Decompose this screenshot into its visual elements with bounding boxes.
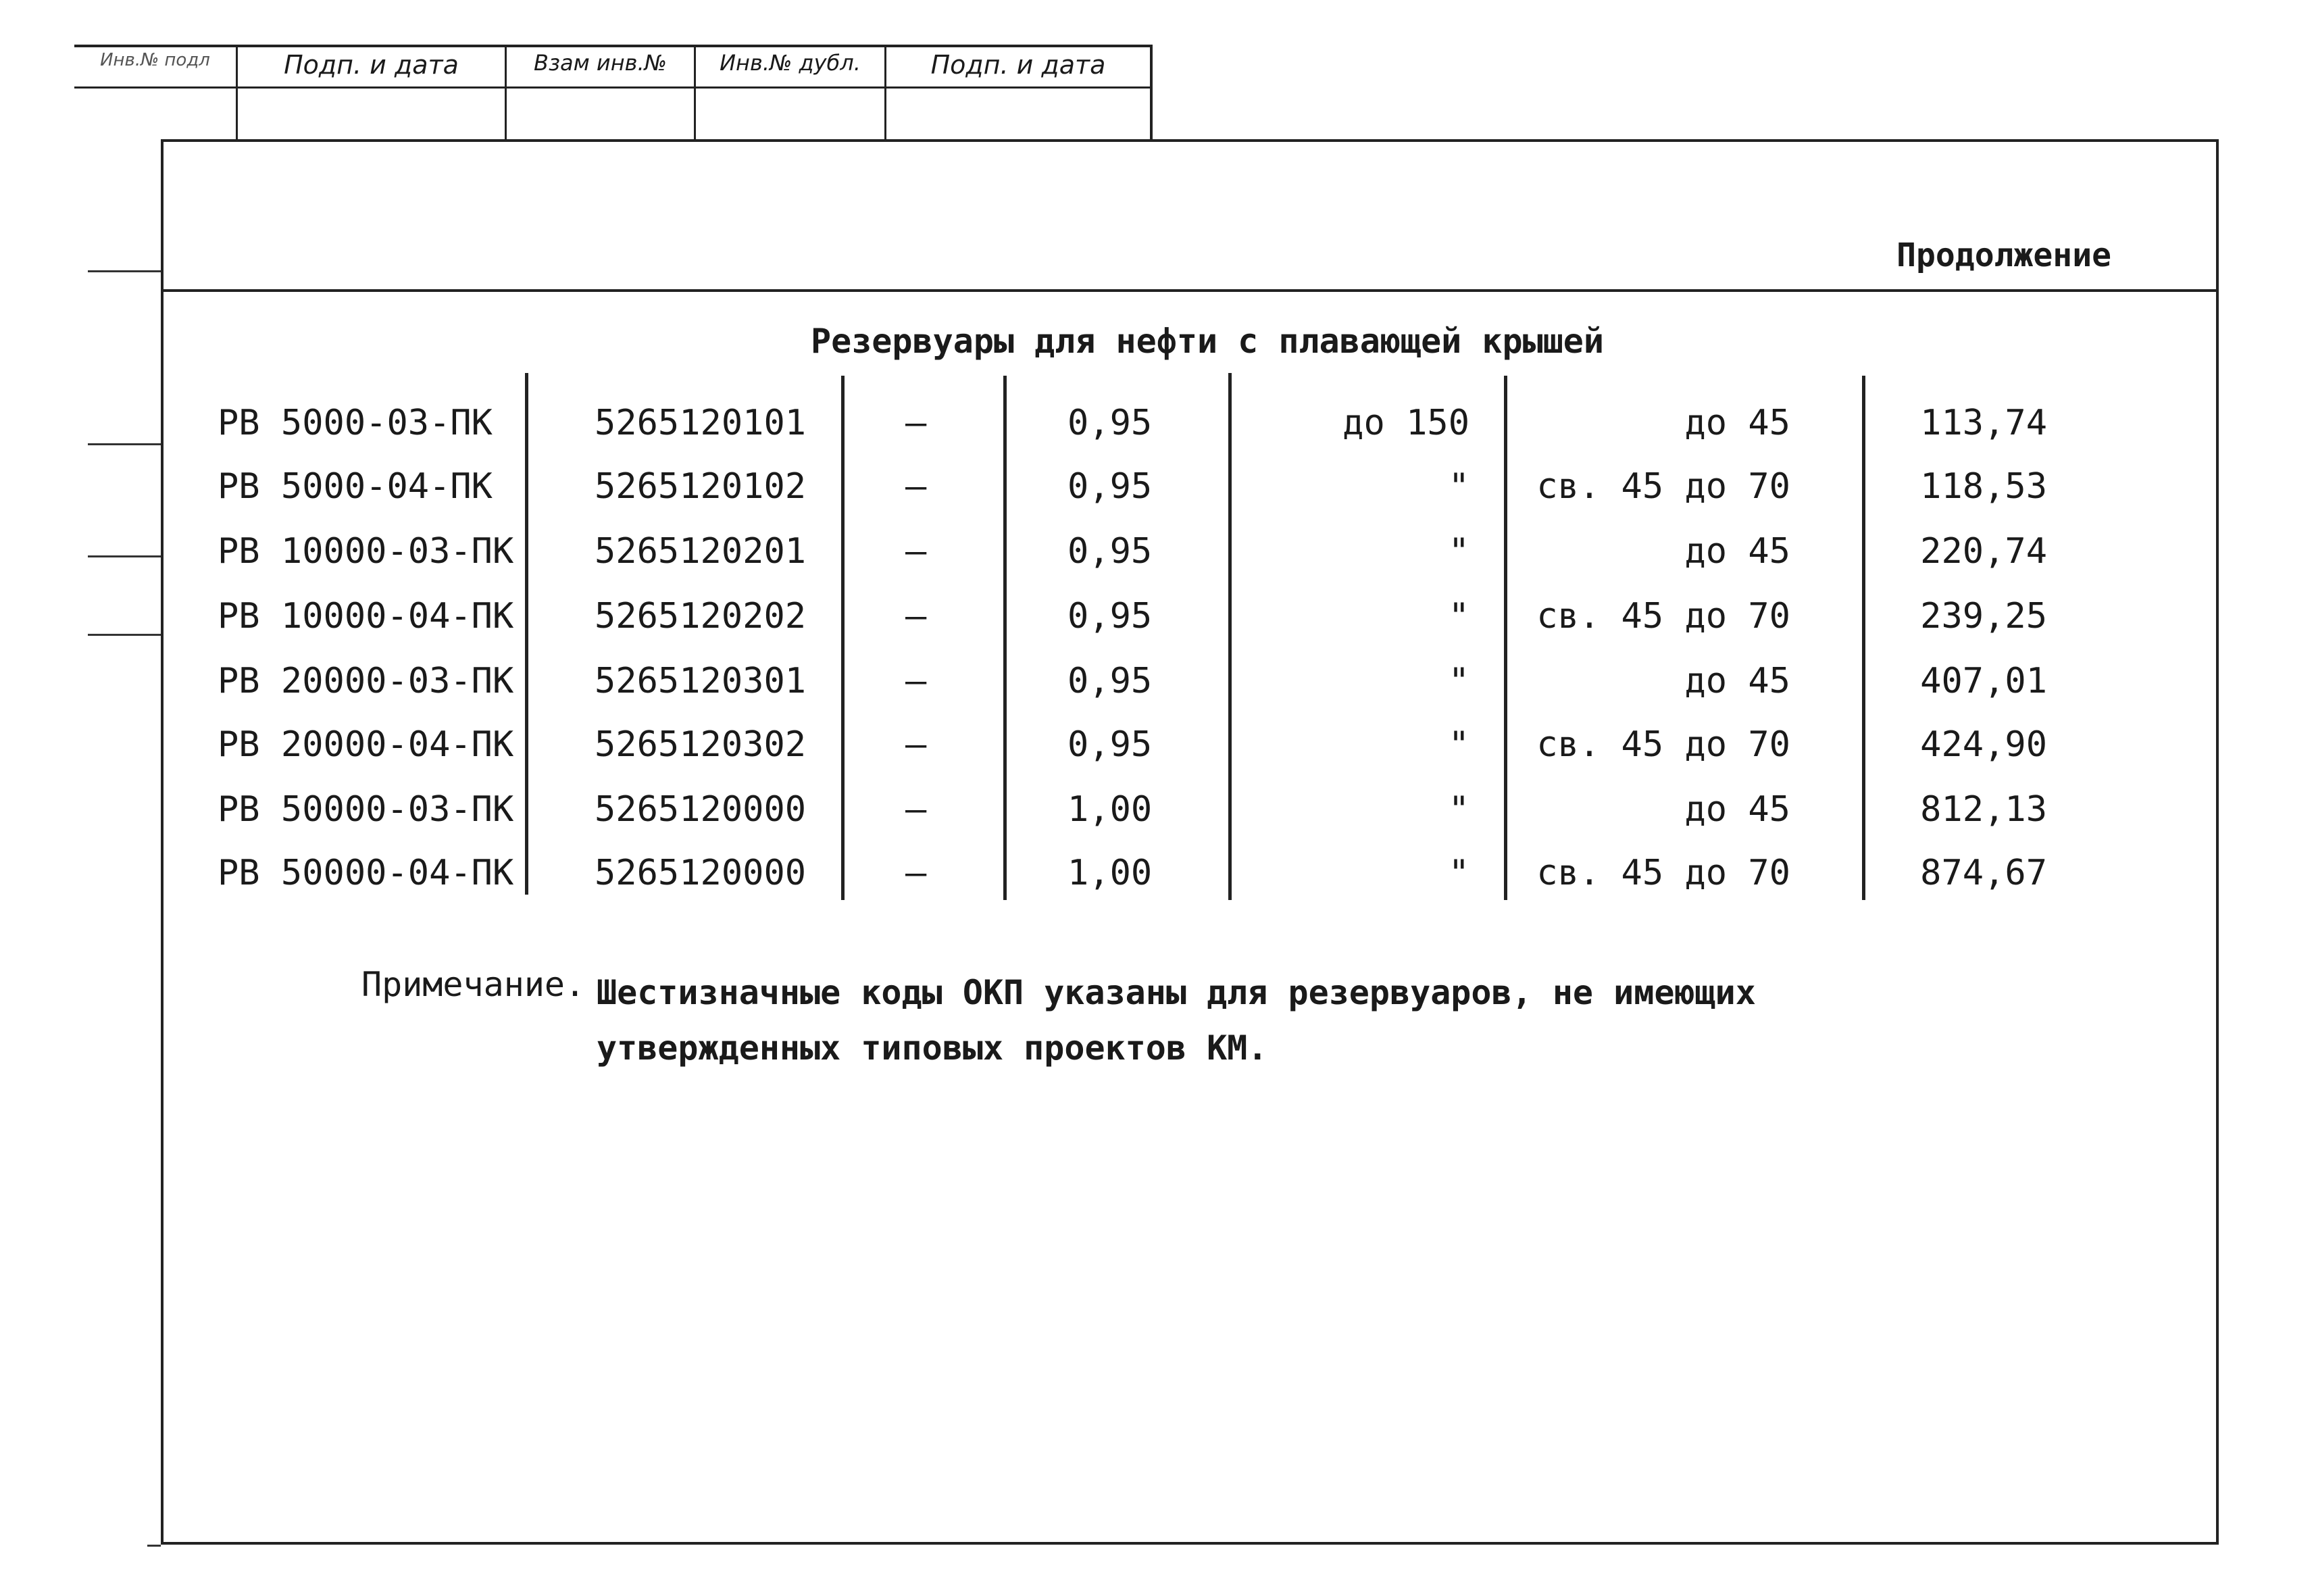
cell-range: св. 45 до 70 bbox=[1536, 596, 1790, 637]
cell-name: РВ 50000-04-ПК bbox=[218, 853, 514, 893]
cell-name: РВ 50000-03-ПК bbox=[218, 789, 514, 830]
table-row bbox=[0, 403, 2314, 464]
note-line: Шестизначные коды ОКП указаны для резервуаров, не имеющих bbox=[597, 973, 1756, 1012]
cell-dash: – bbox=[905, 531, 927, 572]
cell-price: 239,25 bbox=[1920, 596, 2047, 637]
table-row bbox=[0, 596, 2314, 657]
cell-dash: – bbox=[905, 403, 927, 443]
margin-mark bbox=[147, 1545, 161, 1547]
cell-name: РВ 20000-04-ПК bbox=[218, 724, 514, 765]
cell-price: 812,13 bbox=[1920, 789, 2047, 830]
cell-code: 5265120000 bbox=[595, 789, 807, 830]
note-line: утвержденных типовых проектов КМ. bbox=[597, 1028, 1268, 1068]
cell-code: 5265120201 bbox=[595, 531, 807, 572]
margin-mark bbox=[88, 270, 161, 272]
cell-dash: – bbox=[905, 789, 927, 830]
cell-code: 5265120102 bbox=[595, 466, 807, 507]
cell-dash: – bbox=[905, 853, 927, 893]
cell-price: 424,90 bbox=[1920, 724, 2047, 765]
cell-range: св. 45 до 70 bbox=[1536, 466, 1790, 507]
cell-price: 874,67 bbox=[1920, 853, 2047, 893]
cell-name: РВ 10000-03-ПК bbox=[218, 531, 514, 572]
stamp-cell-inv bbox=[74, 47, 238, 142]
table-row bbox=[0, 724, 2314, 785]
cell-code: 5265120302 bbox=[595, 724, 807, 765]
cell-volume: " bbox=[1448, 596, 1469, 637]
cell-volume: " bbox=[1448, 789, 1469, 830]
cell-dash: – bbox=[905, 596, 927, 637]
stamp-cell-sign-date bbox=[238, 47, 507, 142]
cell-coef: 0,95 bbox=[1067, 466, 1153, 507]
table-row bbox=[0, 661, 2314, 722]
cell-coef: 1,00 bbox=[1067, 789, 1153, 830]
cell-price: 118,53 bbox=[1920, 466, 2047, 507]
cell-volume: " bbox=[1448, 853, 1469, 893]
cell-price: 220,74 bbox=[1920, 531, 2047, 572]
cell-name: РВ 5000-03-ПК bbox=[218, 403, 493, 443]
note-text bbox=[597, 965, 1948, 1076]
cell-range: св. 45 до 70 bbox=[1536, 853, 1790, 893]
header-divider bbox=[161, 289, 2219, 292]
stamp-label: Инв.№ дубл. bbox=[720, 50, 861, 76]
cell-range: до 45 bbox=[1684, 789, 1790, 830]
cell-name: РВ 10000-04-ПК bbox=[218, 596, 514, 637]
cell-code: 5265120301 bbox=[595, 661, 807, 701]
note-label: Примечание. bbox=[361, 965, 586, 1004]
cell-coef: 0,95 bbox=[1067, 403, 1153, 443]
stamp-label: Подп. и дата bbox=[930, 50, 1106, 80]
cell-volume: " bbox=[1448, 531, 1469, 572]
cell-range: до 45 bbox=[1684, 661, 1790, 701]
stamp-label: Инв.№ подл bbox=[100, 50, 210, 70]
cell-price: 407,01 bbox=[1920, 661, 2047, 701]
cell-dash: – bbox=[905, 724, 927, 765]
cell-volume: " bbox=[1448, 466, 1469, 507]
cell-name: РВ 5000-04-ПК bbox=[218, 466, 493, 507]
continuation-label: Продолжение bbox=[1896, 236, 2111, 274]
table-row bbox=[0, 789, 2314, 850]
table-title: Резервуары для нефти с плавающей крышей bbox=[811, 322, 1604, 361]
cell-name: РВ 20000-03-ПК bbox=[218, 661, 514, 701]
cell-code: 5265120101 bbox=[595, 403, 807, 443]
cell-price: 113,74 bbox=[1920, 403, 2047, 443]
cell-volume: до 150 bbox=[1342, 403, 1469, 443]
cell-coef: 0,95 bbox=[1067, 724, 1153, 765]
cell-coef: 0,95 bbox=[1067, 661, 1153, 701]
cell-range: до 45 bbox=[1684, 403, 1790, 443]
cell-range: до 45 bbox=[1684, 531, 1790, 572]
stamp-block bbox=[74, 45, 1153, 142]
cell-dash: – bbox=[905, 661, 927, 701]
cell-volume: " bbox=[1448, 661, 1469, 701]
cell-coef: 0,95 bbox=[1067, 596, 1153, 637]
table-row bbox=[0, 853, 2314, 914]
stamp-cell-dup bbox=[696, 47, 886, 142]
table-row bbox=[0, 531, 2314, 592]
cell-coef: 0,95 bbox=[1067, 531, 1153, 572]
cell-dash: – bbox=[905, 466, 927, 507]
cell-code: 5265120202 bbox=[595, 596, 807, 637]
cell-volume: " bbox=[1448, 724, 1469, 765]
cell-code: 5265120000 bbox=[595, 853, 807, 893]
stamp-divider bbox=[74, 86, 1150, 89]
cell-coef: 1,00 bbox=[1067, 853, 1153, 893]
stamp-label: Подп. и дата bbox=[284, 50, 459, 80]
stamp-label: Взам инв.№ bbox=[534, 50, 667, 76]
stamp-cell-sign-date-2 bbox=[886, 47, 1150, 142]
table-row bbox=[0, 466, 2314, 527]
stamp-cell-replace bbox=[507, 47, 696, 142]
cell-range: св. 45 до 70 bbox=[1536, 724, 1790, 765]
